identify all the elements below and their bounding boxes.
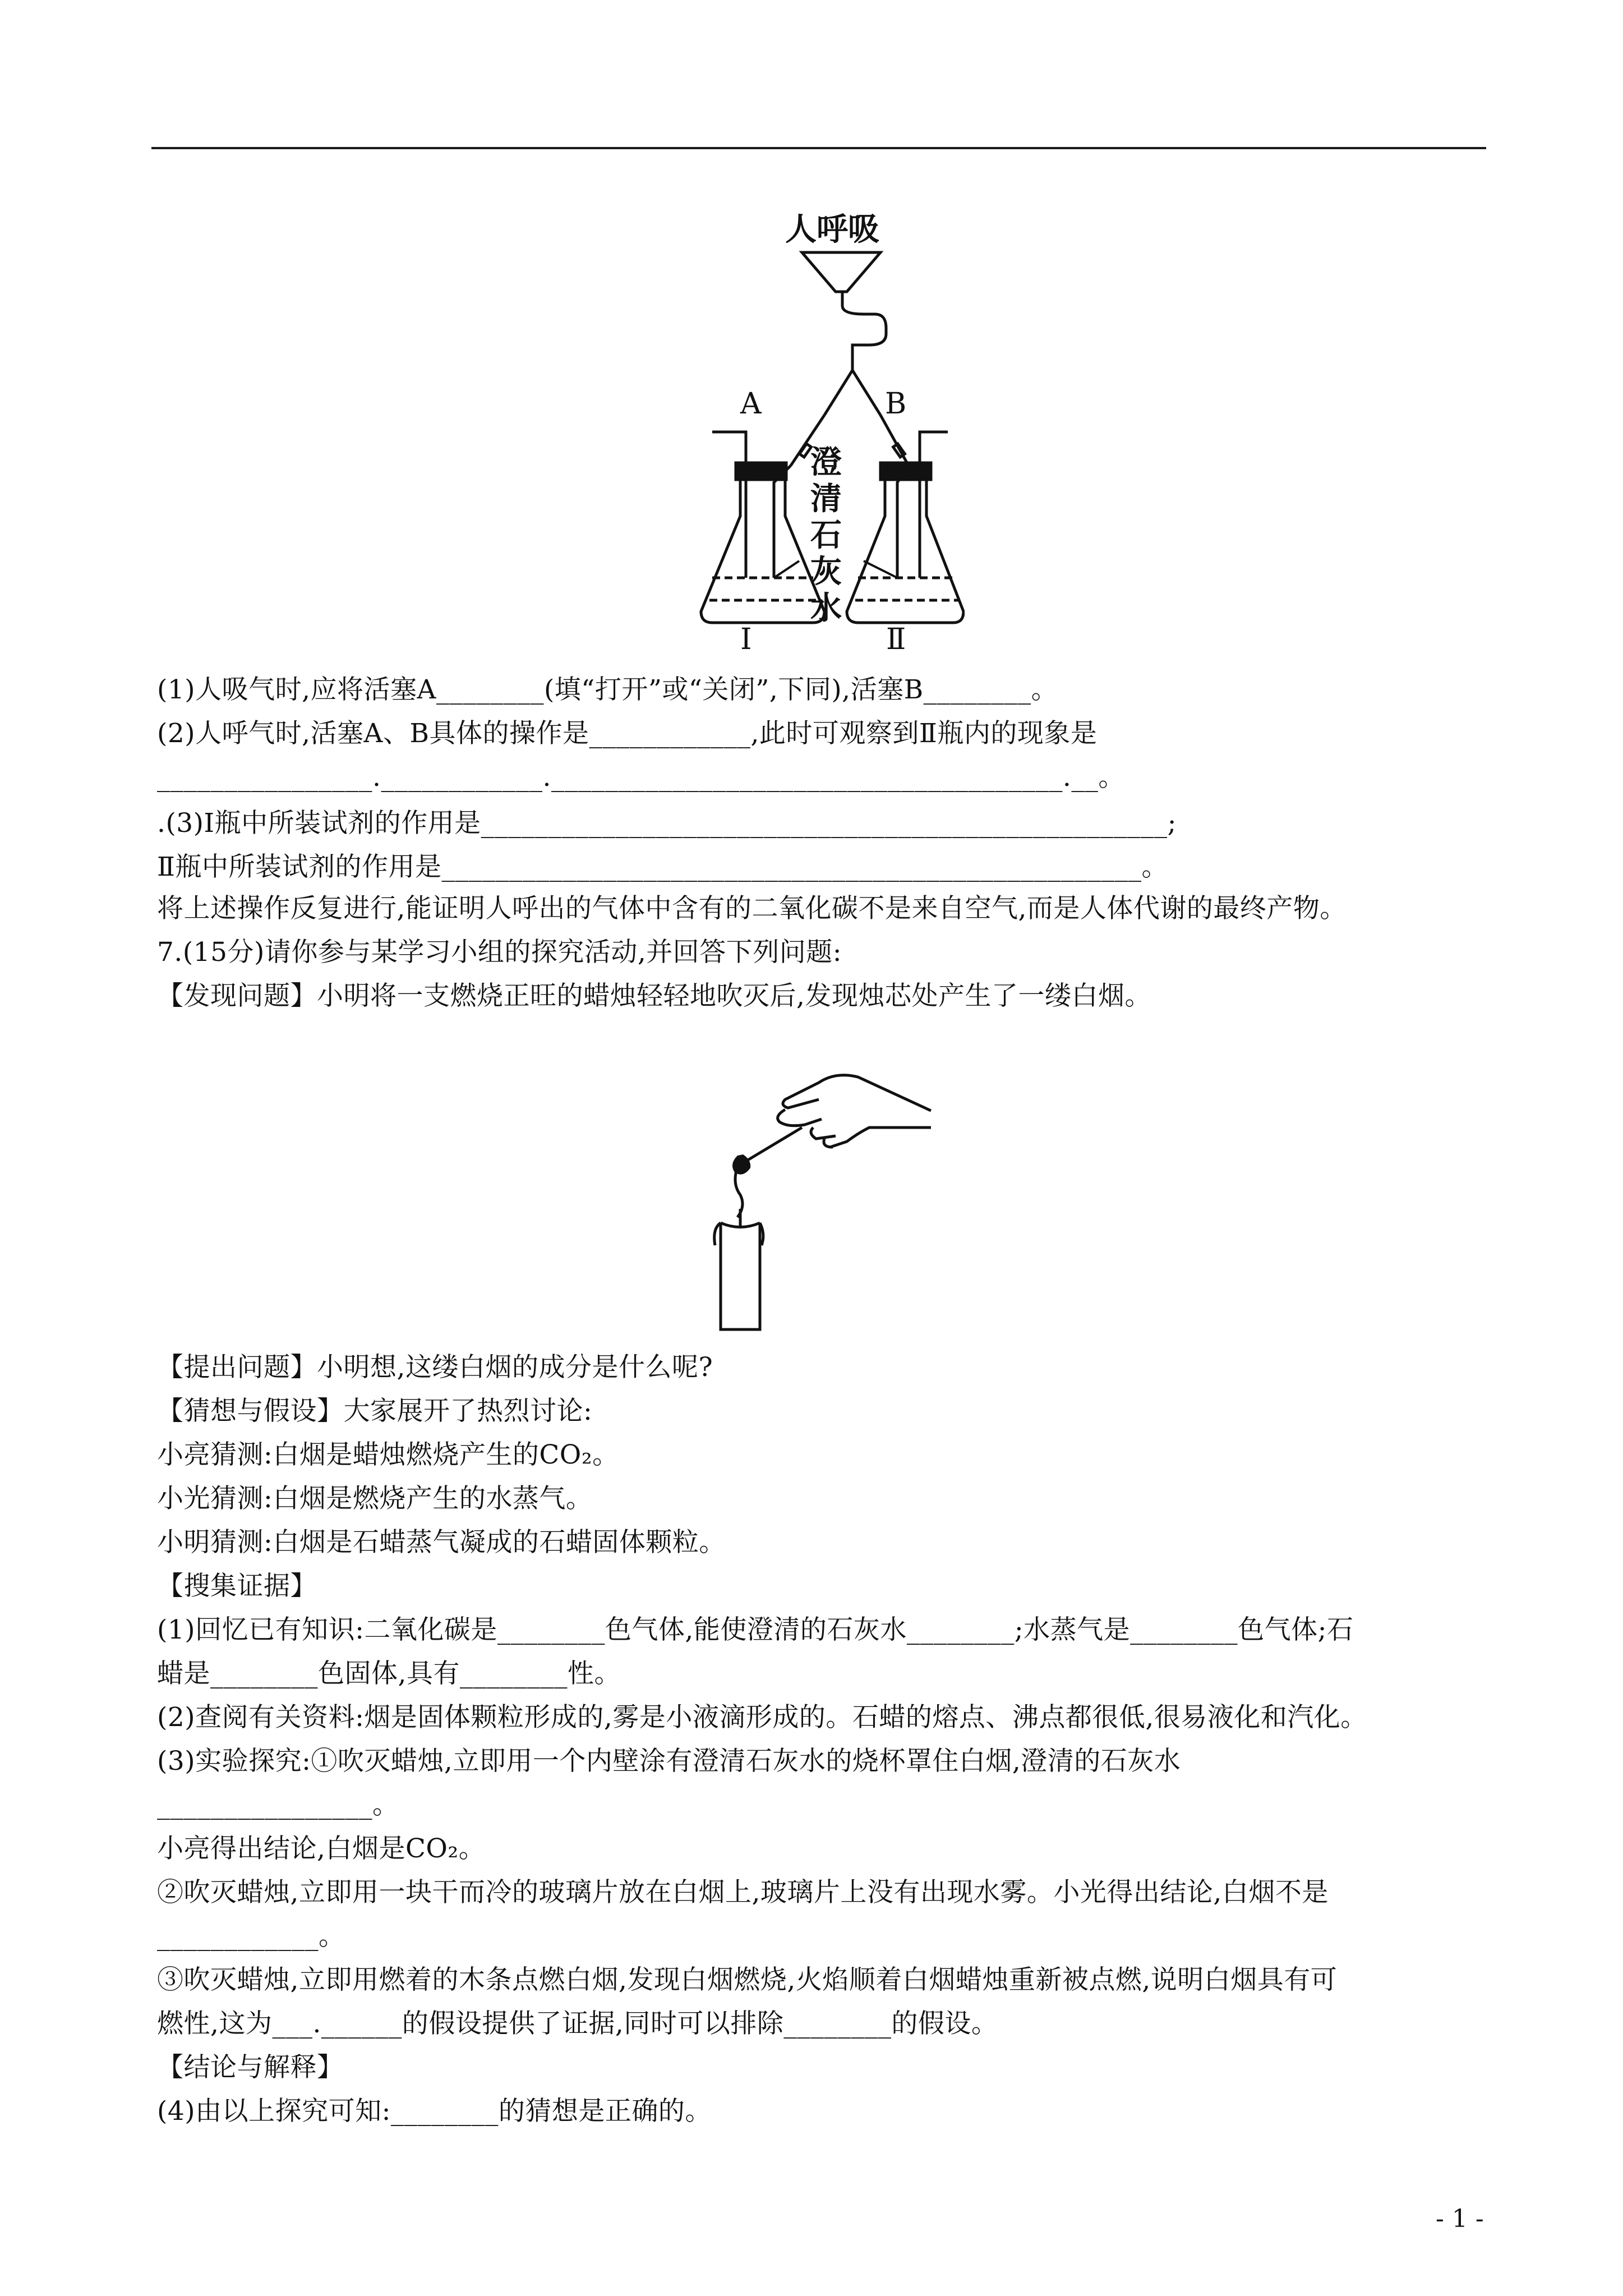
text-line: ③吹灭蜡烛,立即用燃着的木条点燃白烟,发现白烟燃烧,火焰顺着白烟蜡烛重新被点燃,说明白烟具有可 (157, 1964, 1338, 1995)
page-number: - 1 - (1436, 2205, 1484, 2233)
text-line: 【搜集证据】 (157, 1571, 317, 1602)
text-line: 【提出问题】小明想,这缕白烟的成分是什么呢? (157, 1352, 713, 1383)
liquid-label-4: 灰 (810, 553, 842, 590)
text-line: 【猜想与假设】大家展开了热烈讨论: (157, 1396, 593, 1427)
text-line: (1)回忆已有知识:二氧化碳是________色气体,能使澄清的石灰水________;水蒸气是________色气体;石 (157, 1614, 1354, 1645)
text-line: Ⅱ瓶中所装试剂的作用是____________________________________________________。 (157, 852, 1168, 882)
text-line: .(3)Ⅰ瓶中所装试剂的作用是___________________________________________________; (157, 808, 1177, 839)
match-flame (732, 1154, 750, 1175)
text-line: (4)由以上探究可知:________的猜想是正确的。 (157, 2096, 712, 2127)
valve-b-label: B (885, 387, 907, 421)
text-line: ②吹灭蜡烛,立即用一块干而冷的玻璃片放在白烟上,玻璃片上没有出现水雾。小光得出结论,白烟不是 (157, 1877, 1329, 1908)
text-line: 蜡是________色固体,具有________性。 (157, 1658, 621, 1689)
candle (714, 1209, 763, 1329)
text-line: 7.(15分)请你参与某学习小组的探究活动,并回答下列问题: (157, 937, 842, 968)
figure1-title: 人呼吸 (785, 211, 879, 248)
text-line: ____________。 (157, 1921, 345, 1952)
text-line: (2)查阅有关资料:烟是固体颗粒形成的,雾是小液滴形成的。石蜡的熔点、沸点都很低,很易液化和汽化。 (157, 1702, 1367, 1733)
liquid-label-1: 澄 (810, 444, 842, 481)
text-line: ________________。 (157, 1789, 399, 1820)
flask-2 (847, 463, 963, 623)
header-rule (151, 147, 1486, 149)
text-line: (3)实验探究:①吹灭蜡烛,立即用一个内壁涂有澄清石灰水的烧杯罩住白烟,澄清的石灰水 (157, 1746, 1181, 1777)
bottle-2-label: Ⅱ (886, 623, 906, 656)
candle-relight-figure (690, 1043, 948, 1335)
valve-a-label: A (740, 387, 762, 421)
liquid-label-2: 清 (810, 480, 842, 517)
text-line: 小光猜测:白烟是燃烧产生的水蒸气。 (157, 1483, 593, 1514)
text-line: 燃性,这为___.______的假设提供了证据,同时可以排除________的假设。 (157, 2008, 998, 2039)
flask-1 (701, 463, 824, 623)
text-line: 小亮猜测:白烟是蜡烛燃烧产生的CO₂。 (157, 1439, 619, 1470)
text-line: 小亮得出结论,白烟是CO₂。 (157, 1833, 486, 1864)
liquid-label-5: 水 (810, 590, 842, 627)
text-line: 【发现问题】小明将一支燃烧正旺的蜡烛轻轻地吹灭后,发现烛芯处产生了一缕白烟。 (157, 981, 1151, 1011)
text-line: 小明猜测:白烟是石蜡蒸气凝成的石蜡固体颗粒。 (157, 1527, 726, 1558)
liquid-label-3: 石 (810, 517, 842, 554)
text-line: (1)人吸气时,应将活塞A________(填“打开”或“关闭”,下同),活塞B________。 (157, 674, 1058, 705)
text-line: 【结论与解释】 (157, 2052, 344, 2083)
text-line: (2)人呼气时,活塞A、B具体的操作是____________,此时可观察到Ⅱ瓶内的现象是 (157, 718, 1098, 749)
bottle-1-label: Ⅰ (740, 623, 752, 656)
text-line: ________________.____________.______________________________________.__。 (157, 762, 1125, 793)
text-line: 将上述操作反复进行,能证明人呼出的气体中含有的二氧化碳不是来自空气,而是人体代谢的最终产物。 (157, 893, 1347, 924)
